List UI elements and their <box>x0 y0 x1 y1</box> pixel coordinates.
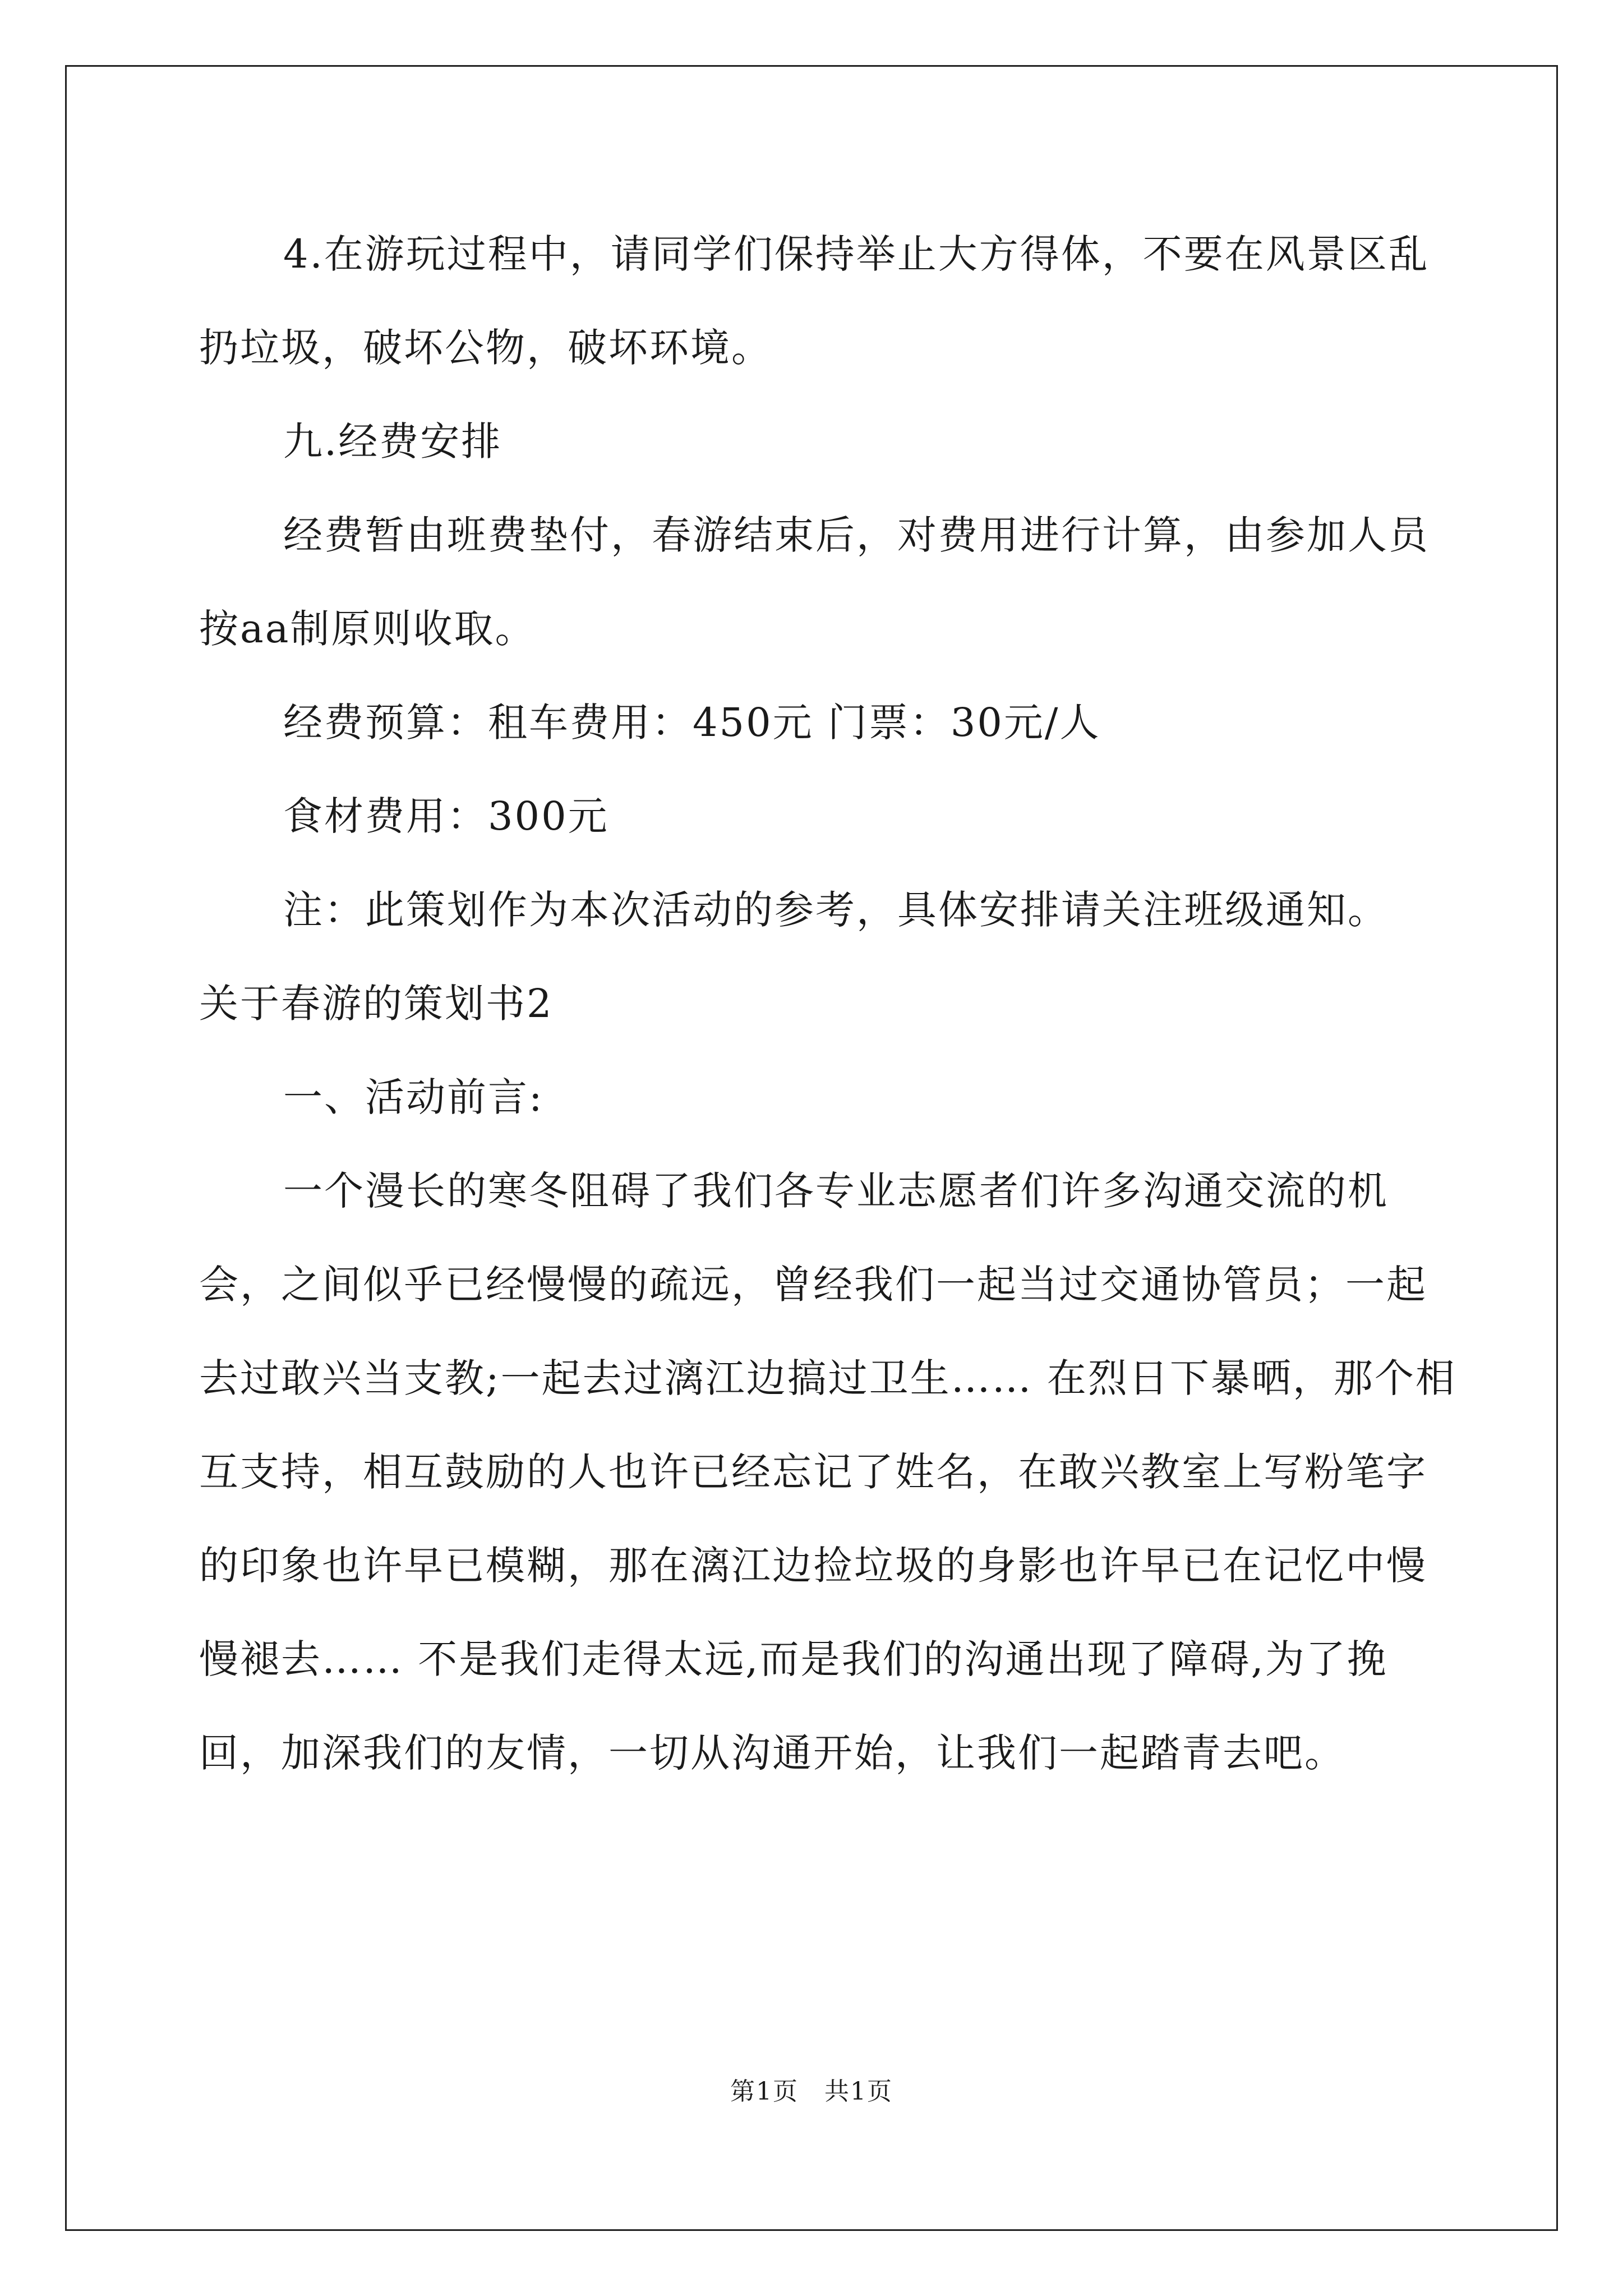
paragraph-preface: 一个漫长的寒冬阻碍了我们各专业志愿者们许多沟通交流的机会，之间似乎已经慢慢的疏远，曾经我们一起当过交通协管员；一起去过敢兴当支教;一起去过漓江边搞过卫生…… 在烈日下暴晒，那个相互支持，相互鼓励的人也许已经忘记了姓名，在敢兴教室上写粉笔字的印象也许早已模糊，那在漓江边捡垃圾的身影也许早已在记忆中慢慢褪去…… 不是我们走得太远,而是我们的沟通出现了障碍,为了挽回，加深我们的友情，一切从沟通开始，让我们一起踏青去吧。 <box>199 1168 1456 1776</box>
document-title-2: 关于春游的策划书2 <box>199 981 554 1027</box>
paragraph-budget-estimate: 经费预算：租车费用：450元 门票：30元/人 <box>283 700 1101 746</box>
page-footer: 第1页 共1页 <box>730 2077 893 2106</box>
section-heading-preface: 一、活动前言: <box>283 1074 544 1120</box>
paragraph-rule-4: 4.在游玩过程中，请同学们保持举止大方得体，不要在风景区乱扔垃圾，破坏公物，破坏环境。 <box>199 231 1430 371</box>
section-heading-budget: 九.经费安排 <box>283 418 502 464</box>
document-body <box>199 208 1461 1800</box>
paragraph-note: 注：此策划作为本次活动的参考，具体安排请关注班级通知。 <box>283 887 1389 933</box>
paragraph-budget-payment: 经费暂由班费垫付，春游结束后，对费用进行计算，由参加人员按aa制原则收取。 <box>199 512 1430 652</box>
paragraph-food-cost: 食材费用：300元 <box>283 793 609 839</box>
